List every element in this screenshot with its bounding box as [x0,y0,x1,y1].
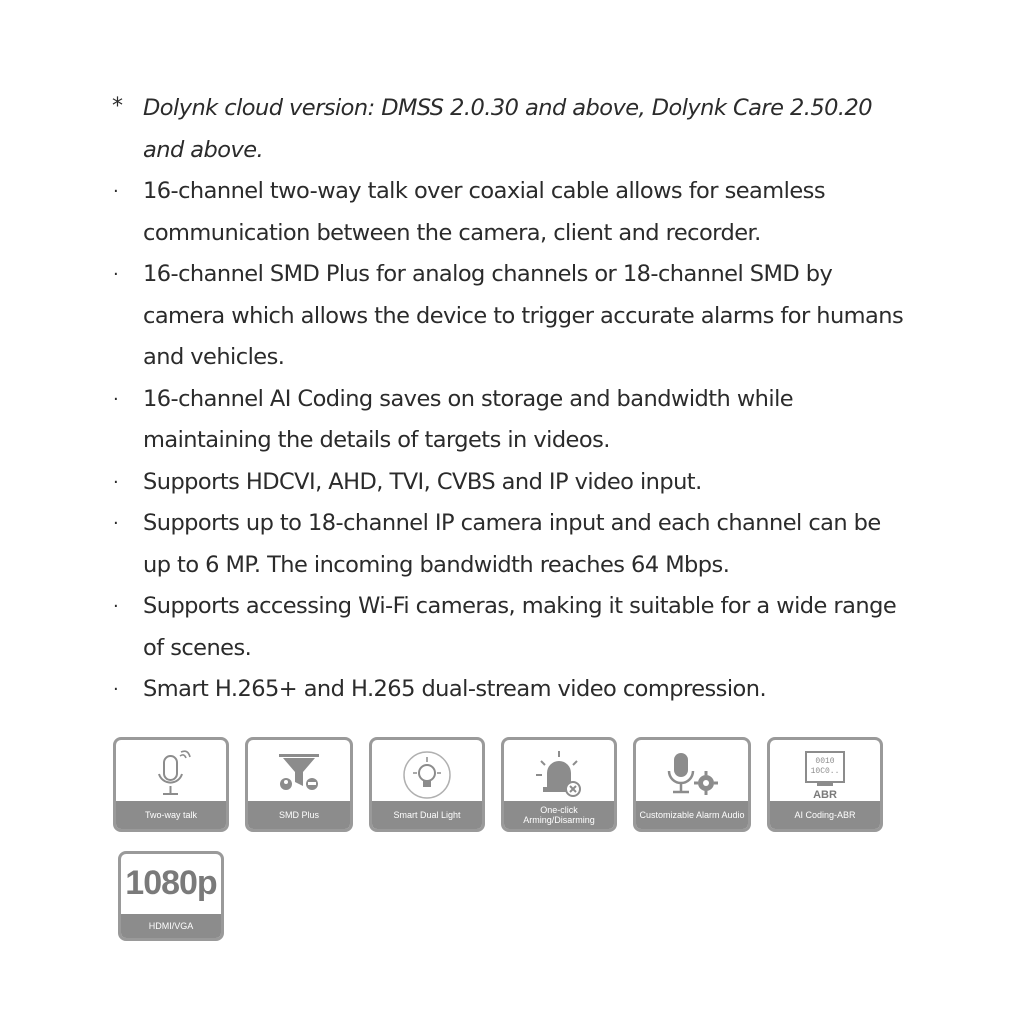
badge-label: HDMI/VGA [121,914,221,938]
feature-icons-row [113,737,883,832]
one-click-arming-badge [501,737,617,832]
cloud-version-note [112,88,912,171]
light-bulb-icon [372,746,482,804]
list-item [112,586,912,669]
badge-label: AI Coding-ABR [770,801,880,829]
asterisk-marker: * [112,94,123,119]
siren-icon [504,746,614,804]
hdmi-vga-badge [118,851,224,941]
list-item [112,503,912,586]
bullet-marker: · [113,388,119,410]
filter-icon [248,746,350,804]
badge-label: One-click Arming/Disarming [504,801,614,829]
abr-text: ABR [813,789,837,801]
list-item [112,379,912,462]
bullet-marker: · [113,471,119,493]
ai-coding-abr-badge [767,737,883,832]
bullet-marker: · [113,181,119,202]
bullet-marker: · [113,513,119,534]
badge-label: Customizable Alarm Audio [636,801,748,829]
list-item [112,669,912,711]
feature-list [112,88,912,711]
smart-dual-light-badge [369,737,485,832]
note-text: Dolynk cloud version: DMSS 2.0.30 and above, Dolynk Care 2.50.20 and above. [143,95,872,163]
smd-plus-badge [245,737,353,832]
mic-gear-icon [636,746,748,804]
custom-alarm-audio-badge [633,737,751,832]
badge-label: SMD Plus [248,801,350,829]
list-item [112,171,912,254]
two-way-talk-badge [113,737,229,832]
list-item-text: Supports accessing Wi-Fi cameras, making it suitable for a wide range of scenes. [143,593,897,661]
bullet-marker: · [113,264,119,285]
monitor-icon [770,746,880,804]
list-item-text: Supports up to 18-channel IP camera input and each channel can be up to 6 MP. The incoming bandwidth reaches 64 Mbps. [143,510,881,578]
list-item [112,254,912,379]
list-item-text: 16-channel two-way talk over coaxial cable allows for seamless communication between the camera, client and recorder. [143,178,825,246]
list-item-text: Smart H.265+ and H.265 dual-stream video compression. [143,676,767,702]
monitor-digits-line-2: 10C0.. [810,767,840,776]
list-item-text: 16-channel SMD Plus for analog channels or 18-channel SMD by camera which allows the device to trigger accurate alarms for humans and vehicles. [143,261,904,370]
bullet-marker: · [113,596,119,617]
list-item-text: Supports HDCVI, AHD, TVI, CVBS and IP video input. [143,468,702,495]
microphone-icon [116,746,226,804]
badge-label: Two-way talk [116,801,226,829]
bullet-marker: · [113,679,119,700]
list-item-text: 16-channel AI Coding saves on storage and bandwidth while maintaining the details of targets in videos. [143,385,794,453]
badge-label: Smart Dual Light [372,801,482,829]
monitor-digits-line-1: 0010 [815,757,835,766]
list-item [112,462,912,504]
resolution-text: 1080p [125,864,217,902]
